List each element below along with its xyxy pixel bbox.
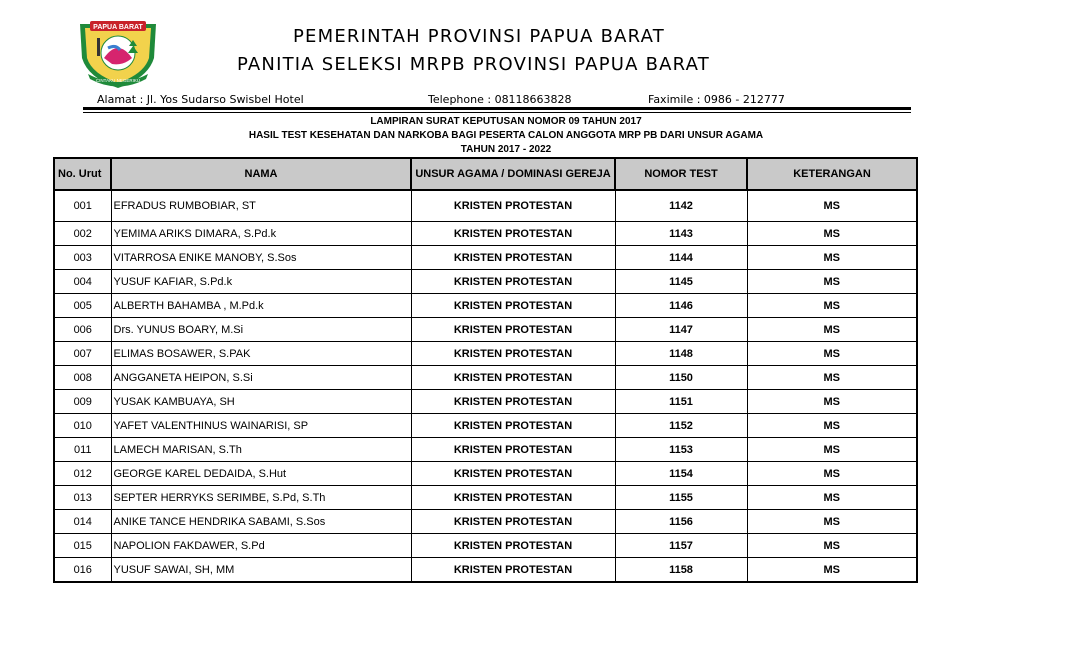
column-header-nama: NAMA [111,158,411,190]
row-number-cell: 012 [54,462,111,486]
column-header-keterangan: KETERANGAN [747,158,917,190]
logo-banner-text: PAPUA BARAT [93,24,143,31]
table-row [54,390,917,414]
telephone-text: Telephone : 08118663828 [428,93,572,106]
row-nomor-test-cell: 1152 [615,414,747,438]
row-unsur-agama-cell: KRISTEN PROTESTAN [411,318,615,342]
row-nomor-test-cell: 1148 [615,342,747,366]
row-number-cell: 009 [54,390,111,414]
table-body [54,190,917,582]
row-nomor-test-cell: 1142 [615,190,747,222]
header-divider-thin [83,112,911,113]
row-nomor-test-cell: 1156 [615,510,747,534]
row-name-cell: VITARROSA ENIKE MANOBY, S.Sos [111,246,411,270]
row-number-cell: 016 [54,558,111,583]
row-number-cell: 001 [54,190,111,222]
row-unsur-agama-cell: KRISTEN PROTESTAN [411,294,615,318]
row-number-cell: 004 [54,270,111,294]
row-unsur-agama-cell: KRISTEN PROTESTAN [411,486,615,510]
row-nomor-test-cell: 1144 [615,246,747,270]
table-row [54,366,917,390]
row-unsur-agama-cell: KRISTEN PROTESTAN [411,438,615,462]
table-row [54,190,917,222]
row-keterangan-cell: MS [747,414,917,438]
row-number-cell: 005 [54,294,111,318]
row-name-cell: YEMIMA ARIKS DIMARA, S.Pd.k [111,222,411,246]
table-row [54,222,917,246]
row-number-cell: 003 [54,246,111,270]
table-row [54,534,917,558]
row-keterangan-cell: MS [747,294,917,318]
header-divider-thick [83,107,911,110]
row-nomor-test-cell: 1143 [615,222,747,246]
row-name-cell: ALBERTH BAHAMBA , M.Pd.k [111,294,411,318]
faximile-text: Faximile : 0986 - 212777 [648,93,785,106]
table-row [54,558,917,583]
row-keterangan-cell: MS [747,270,917,294]
table-row [54,486,917,510]
row-nomor-test-cell: 1146 [615,294,747,318]
row-keterangan-cell: MS [747,438,917,462]
row-unsur-agama-cell: KRISTEN PROTESTAN [411,222,615,246]
row-name-cell: LAMECH MARISAN, S.Th [111,438,411,462]
row-nomor-test-cell: 1154 [615,462,747,486]
row-number-cell: 010 [54,414,111,438]
row-nomor-test-cell: 1157 [615,534,747,558]
row-keterangan-cell: MS [747,390,917,414]
row-unsur-agama-cell: KRISTEN PROTESTAN [411,190,615,222]
header-government-title: PEMERINTAH PROVINSI PAPUA BARAT [293,26,665,47]
row-number-cell: 002 [54,222,111,246]
row-name-cell: GEORGE KAREL DEDAIDA, S.Hut [111,462,411,486]
row-name-cell: YUSUF KAFIAR, S.Pd.k [111,270,411,294]
row-nomor-test-cell: 1158 [615,558,747,583]
row-unsur-agama-cell: KRISTEN PROTESTAN [411,270,615,294]
document-title-hasil-test: HASIL TEST KESEHATAN DAN NARKOBA BAGI PESERTA CALON ANGGOTA MRP PB DARI UNSUR AGAMA [248,130,764,141]
row-name-cell: NAPOLION FAKDAWER, S.Pd [111,534,411,558]
row-keterangan-cell: MS [747,534,917,558]
row-nomor-test-cell: 1145 [615,270,747,294]
address-text: Alamat : Jl. Yos Sudarso Swisbel Hotel [97,93,304,106]
table-row [54,246,917,270]
column-header-unsur-agama: UNSUR AGAMA / DOMINASI GEREJA [411,158,615,190]
table-row [54,318,917,342]
row-name-cell: YAFET VALENTHINUS WAINARISI, SP [111,414,411,438]
row-nomor-test-cell: 1150 [615,366,747,390]
table-row [54,270,917,294]
column-header-no-urut: No. Urut [54,158,111,190]
column-header-nomor-test: NOMOR TEST [615,158,747,190]
document-title-period: TAHUN 2017 - 2022 [460,144,552,155]
row-name-cell: ANIKE TANCE HENDRIKA SABAMI, S.Sos [111,510,411,534]
row-nomor-test-cell: 1147 [615,318,747,342]
row-nomor-test-cell: 1151 [615,390,747,414]
row-keterangan-cell: MS [747,462,917,486]
row-number-cell: 006 [54,318,111,342]
result-table [53,157,918,583]
row-unsur-agama-cell: KRISTEN PROTESTAN [411,366,615,390]
row-number-cell: 008 [54,366,111,390]
table-header-row [54,158,917,190]
row-keterangan-cell: MS [747,366,917,390]
row-nomor-test-cell: 1155 [615,486,747,510]
row-number-cell: 007 [54,342,111,366]
row-unsur-agama-cell: KRISTEN PROTESTAN [411,390,615,414]
row-number-cell: 013 [54,486,111,510]
table-row [54,342,917,366]
row-keterangan-cell: MS [747,342,917,366]
row-nomor-test-cell: 1153 [615,438,747,462]
row-name-cell: EFRADUS RUMBOBIAR, ST [111,190,411,222]
row-unsur-agama-cell: KRISTEN PROTESTAN [411,414,615,438]
table-row [54,438,917,462]
table-row [54,294,917,318]
row-keterangan-cell: MS [747,558,917,583]
row-keterangan-cell: MS [747,486,917,510]
row-name-cell: Drs. YUNUS BOARY, M.Si [111,318,411,342]
row-number-cell: 015 [54,534,111,558]
table-row [54,414,917,438]
header-committee-title: PANITIA SELEKSI MRPB PROVINSI PAPUA BARAT [237,54,710,75]
row-unsur-agama-cell: KRISTEN PROTESTAN [411,342,615,366]
table-row [54,462,917,486]
row-name-cell: ELIMAS BOSAWER, S.PAK [111,342,411,366]
papua-barat-emblem-logo [68,18,168,90]
row-unsur-agama-cell: KRISTEN PROTESTAN [411,246,615,270]
row-keterangan-cell: MS [747,510,917,534]
row-keterangan-cell: MS [747,190,917,222]
logo-ribbon-text: CINTAKU NEGERIKU [95,78,141,83]
row-number-cell: 014 [54,510,111,534]
document-title-lampiran: LAMPIRAN SURAT KEPUTUSAN NOMOR 09 TAHUN 2017 [370,116,642,127]
row-name-cell: ANGGANETA HEIPON, S.Si [111,366,411,390]
row-keterangan-cell: MS [747,222,917,246]
row-unsur-agama-cell: KRISTEN PROTESTAN [411,462,615,486]
row-keterangan-cell: MS [747,246,917,270]
row-number-cell: 011 [54,438,111,462]
row-keterangan-cell: MS [747,318,917,342]
table-row [54,510,917,534]
row-unsur-agama-cell: KRISTEN PROTESTAN [411,558,615,583]
row-unsur-agama-cell: KRISTEN PROTESTAN [411,510,615,534]
row-name-cell: SEPTER HERRYKS SERIMBE, S.Pd, S.Th [111,486,411,510]
row-name-cell: YUSAK KAMBUAYA, SH [111,390,411,414]
row-name-cell: YUSUF SAWAI, SH, MM [111,558,411,583]
row-unsur-agama-cell: KRISTEN PROTESTAN [411,534,615,558]
